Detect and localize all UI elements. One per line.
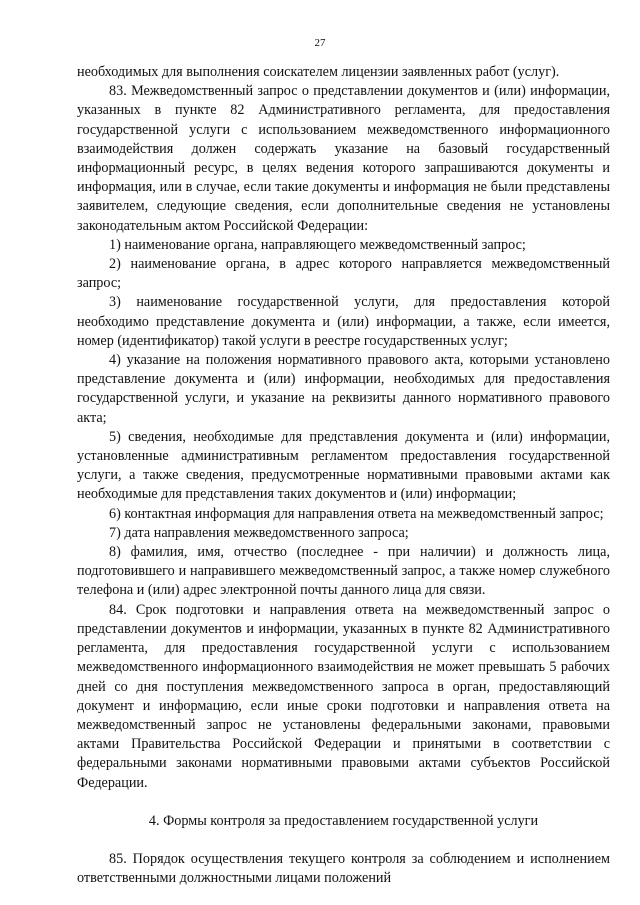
page-number: 27 (314, 37, 326, 49)
document-body (77, 63, 610, 888)
list-item-2: 2) наименование органа, в адрес которого направляется межведомственный запрос; (77, 256, 610, 292)
paragraph-83: 83. Межведомственный запрос о представлении документов и (или) информации, указанных в пункте 82 Административного регламента, для предоставления государственной услуги с использованием межведомственного информационного взаимодействия должен содержать указание на базовый государственный информационный ресурс, в целях ведения которого запрашиваются документы и информация, или в случае, если такие документы и информация не были представлены заявителем, следующие сведения, если дополнительные сведения не установлены законодательным актом Российской Федерации: (77, 83, 610, 234)
paragraph-84: 84. Срок подготовки и направления ответа на межведомственный запрос о представлении документов и информации, указанных в пункте 82 Административного регламента, для предоставления государственной услуги с использованием межведомственного информационного взаимодействия не может превышать 5 рабочих дней со дня поступления межведомственного запроса в орган, предоставляющий документ и информацию, если иные сроки подготовки и направления ответа на межведомственный запрос не установлены федеральными законами, правовыми актами Правительства Российской Федерации и принятыми в соответствии с федеральными законами нормативными правовыми актами субъектов Российской Федерации. (77, 601, 610, 791)
paragraph-85: 85. Порядок осуществления текущего контроля за соблюдением и исполнением ответственными должностными лицами положений (77, 850, 610, 887)
list-item-3: 3) наименование государственной услуги, для предоставления которой необходимо представление документа и (или) информации, а также, если имеется, номер (идентификатор) такой услуги в реестре государственных услуг; (77, 294, 610, 349)
list-item-5: 5) сведения, необходимые для представления документа и (или) информации, установленные административным регламентом предоставления государственной услуги, а также сведения, предусмотренные нормативными правовыми актами как необходимые для представления таких документов и (или) информации; (77, 428, 610, 503)
list-item-1: 1) наименование органа, направляющего межведомственный запрос; (109, 236, 526, 253)
list-item-4: 4) указание на положения нормативного правового акта, которыми установлено представление документа и (или) информации, необходимых для предоставления государственной услуги, и указание на реквизиты данного нормативного правового акта; (77, 352, 610, 426)
list-item-6: 6) контактная информация для направления ответа на межведомственный запрос; (109, 505, 604, 522)
list-item-7: 7) дата направления межведомственного запроса; (109, 524, 409, 541)
section-heading: 4. Формы контроля за предоставлением государственной услуги (148, 812, 539, 829)
paragraph-continuation: необходимых для выполнения соискателем лицензии заявленных работ (услуг). (77, 64, 560, 80)
list-item-8: 8) фамилия, имя, отчество (последнее - при наличии) и должность лица, подготовившего и направившего межведомственный запрос, а также номер служебного телефона и (или) адрес электронной почты данного лица для связи. (77, 544, 610, 599)
